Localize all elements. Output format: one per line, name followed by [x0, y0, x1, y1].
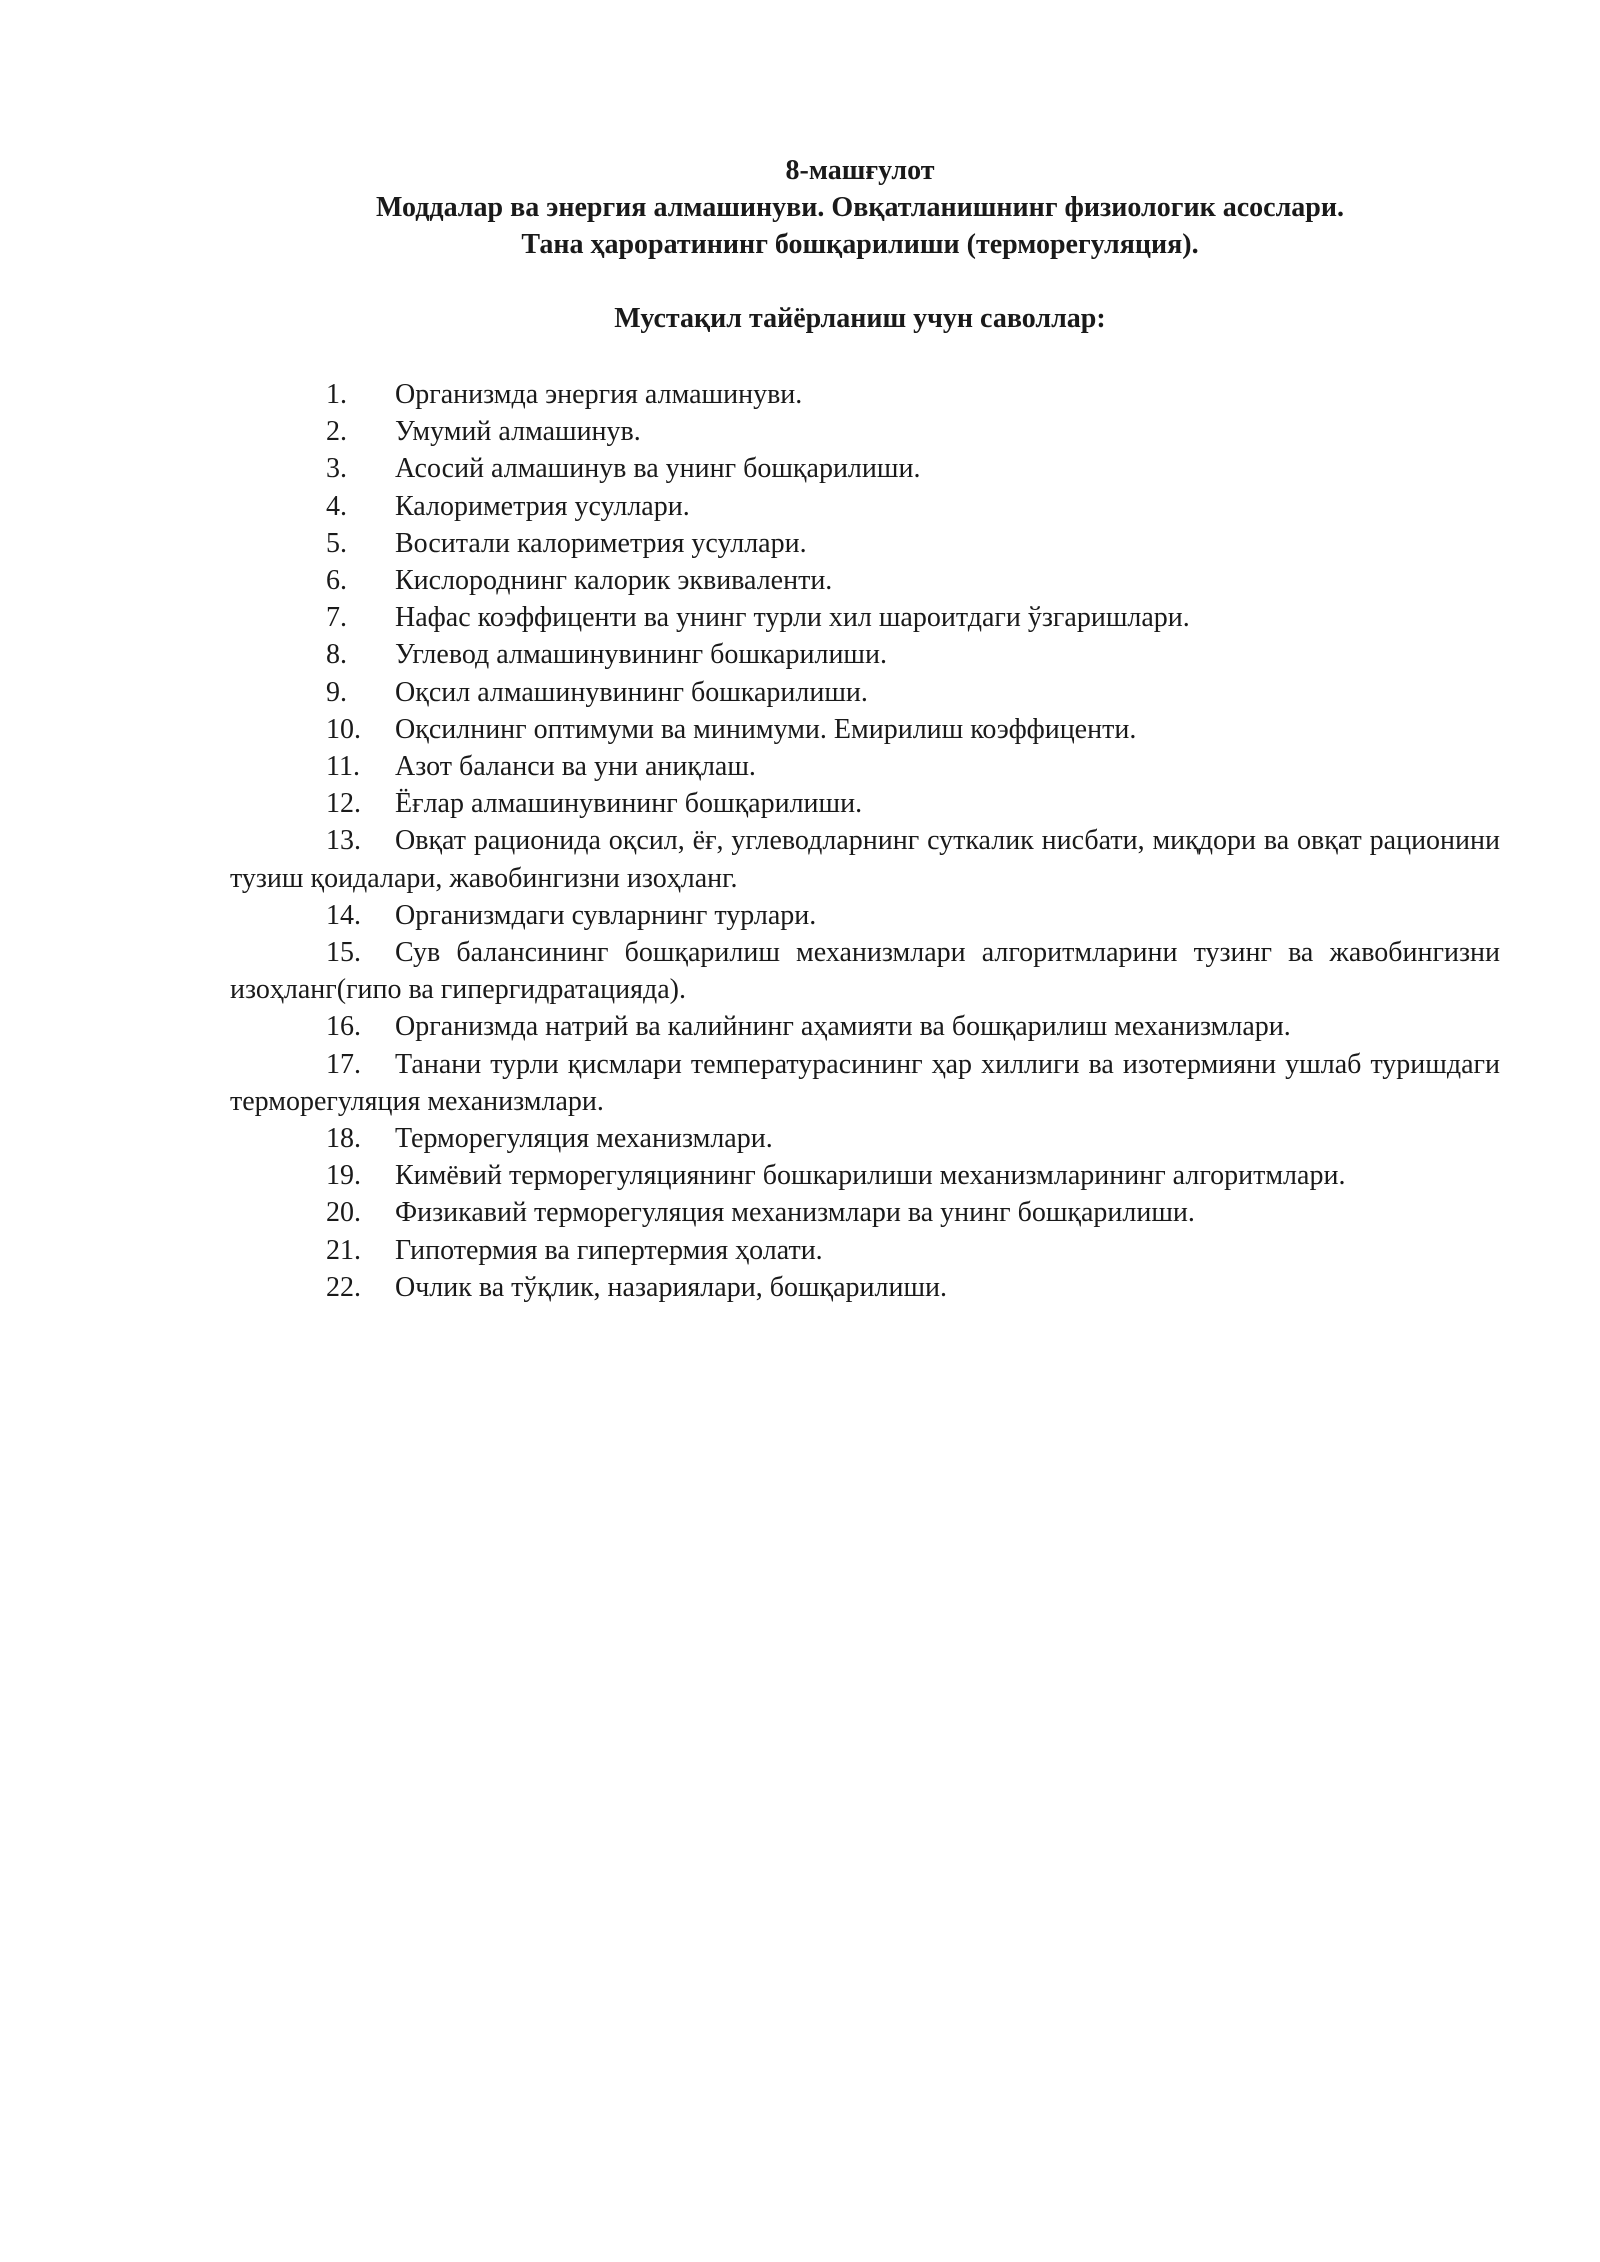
question-item [230, 525, 1500, 562]
question-number: 1. [326, 379, 347, 410]
question-number: 12. [326, 788, 361, 820]
question-item [230, 897, 1500, 934]
question-text: Сув балансининг бошқарилиш механизмлари алгоритмларини тузинг ва жавобингизни изоҳланг(гипо ва гипергидратацияда). [230, 937, 1500, 1006]
question-item [230, 1232, 1500, 1269]
question-item [230, 711, 1500, 748]
question-number: 5. [326, 527, 347, 559]
question-number: 11. [326, 751, 360, 783]
question-text: Калориметрия усуллари. [395, 490, 690, 522]
questions-heading: Мустақил тайёрланиш учун саволлар: [614, 303, 1106, 334]
question-item [230, 748, 1500, 785]
question-item [230, 450, 1500, 487]
question-text: Оқсил алмашинувининг бошкарилиши. [395, 676, 868, 708]
question-number: 13. [326, 825, 361, 857]
questions-list [230, 376, 1500, 1306]
question-item [230, 1194, 1500, 1231]
question-item [230, 562, 1500, 599]
question-number: 22. [326, 1271, 361, 1303]
question-text: Углевод алмашинувининг бошкарилиши. [395, 639, 887, 671]
question-text: Очлик ва тўқлик, назариялари, бошқарилиши. [395, 1271, 948, 1303]
question-text: Кислороднинг калорик эквиваленти. [395, 565, 833, 597]
question-number: 21. [326, 1234, 361, 1266]
question-number: 19. [326, 1160, 361, 1192]
question-item [230, 674, 1500, 711]
question-number: 9. [326, 676, 347, 708]
question-number: 6. [326, 565, 347, 597]
question-item [230, 822, 1500, 896]
question-text: Умумий алмашинув. [395, 416, 641, 448]
question-item [230, 376, 1500, 413]
question-number: 10. [326, 713, 361, 745]
question-number: 14. [326, 899, 361, 931]
question-number: 3. [326, 453, 347, 485]
question-number: 4. [326, 490, 347, 522]
question-item [230, 1046, 1500, 1120]
question-number: 7. [326, 602, 347, 634]
question-item [230, 1157, 1500, 1194]
question-item [230, 488, 1500, 525]
question-number: 20. [326, 1197, 361, 1229]
question-text: Танани турли қисмлари температурасининг ҳар хиллиги ва изотермияни ушлаб туришдаги терморегуляция механизмлари. [230, 1048, 1500, 1117]
question-text: Кимёвий терморегуляциянинг бошкарилиши механизмларининг алгоритмлари. [395, 1160, 1346, 1192]
title-line-2: Тана ҳароратининг бошқарилиши (терморегуляция). [521, 229, 1199, 260]
question-text: Асосий алмашинув ва унинг бошқарилиши. [395, 453, 921, 485]
question-number: 17. [326, 1048, 361, 1080]
question-item [230, 1008, 1500, 1045]
lesson-number: 8-машғулот [785, 155, 935, 186]
question-text: Азот баланси ва уни аниқлаш. [395, 751, 756, 783]
question-item [230, 934, 1500, 1008]
question-text: Организмда энергия алмашинуви. [395, 379, 803, 410]
question-text: Ёғлар алмашинувининг бошқарилиши. [395, 788, 863, 820]
question-item [230, 1120, 1500, 1157]
question-number: 18. [326, 1123, 361, 1155]
question-item [230, 1269, 1500, 1306]
question-text: Организмдаги сувларнинг турлари. [395, 899, 817, 931]
question-text: Нафас коэффиценти ва унинг турли хил шароитдаги ўзгаришлари. [395, 602, 1190, 634]
question-text: Овқат рационида оқсил, ёғ, углеводларнинг суткалик нисбати, миқдори ва овқат рационини тузиш қоидалари, жавобингизни изоҳланг. [230, 825, 1500, 894]
question-item [230, 413, 1500, 450]
question-text: Организмда натрий ва калийнинг аҳамияти ва бошқарилиш механизмлари. [395, 1011, 1291, 1043]
question-text: Физикавий терморегуляция механизмлари ва унинг бошқарилиши. [395, 1197, 1195, 1229]
question-number: 16. [326, 1011, 361, 1043]
question-item [230, 636, 1500, 673]
question-number: 8. [326, 639, 347, 671]
question-text: Воситали калориметрия усуллари. [395, 527, 807, 559]
title-line-1: Моддалар ва энергия алмашинуви. Овқатланишнинг физиологик асослари. [375, 192, 1345, 223]
question-text: Оқсилнинг оптимуми ва минимуми. Емирилиш коэффиценти. [395, 713, 1137, 745]
question-item [230, 599, 1500, 636]
question-number: 2. [326, 416, 347, 448]
question-text: Терморегуляция механизмлари. [395, 1123, 773, 1155]
question-number: 15. [326, 937, 361, 969]
question-item [230, 785, 1500, 822]
question-text: Гипотермия ва гипертермия ҳолати. [395, 1234, 823, 1266]
